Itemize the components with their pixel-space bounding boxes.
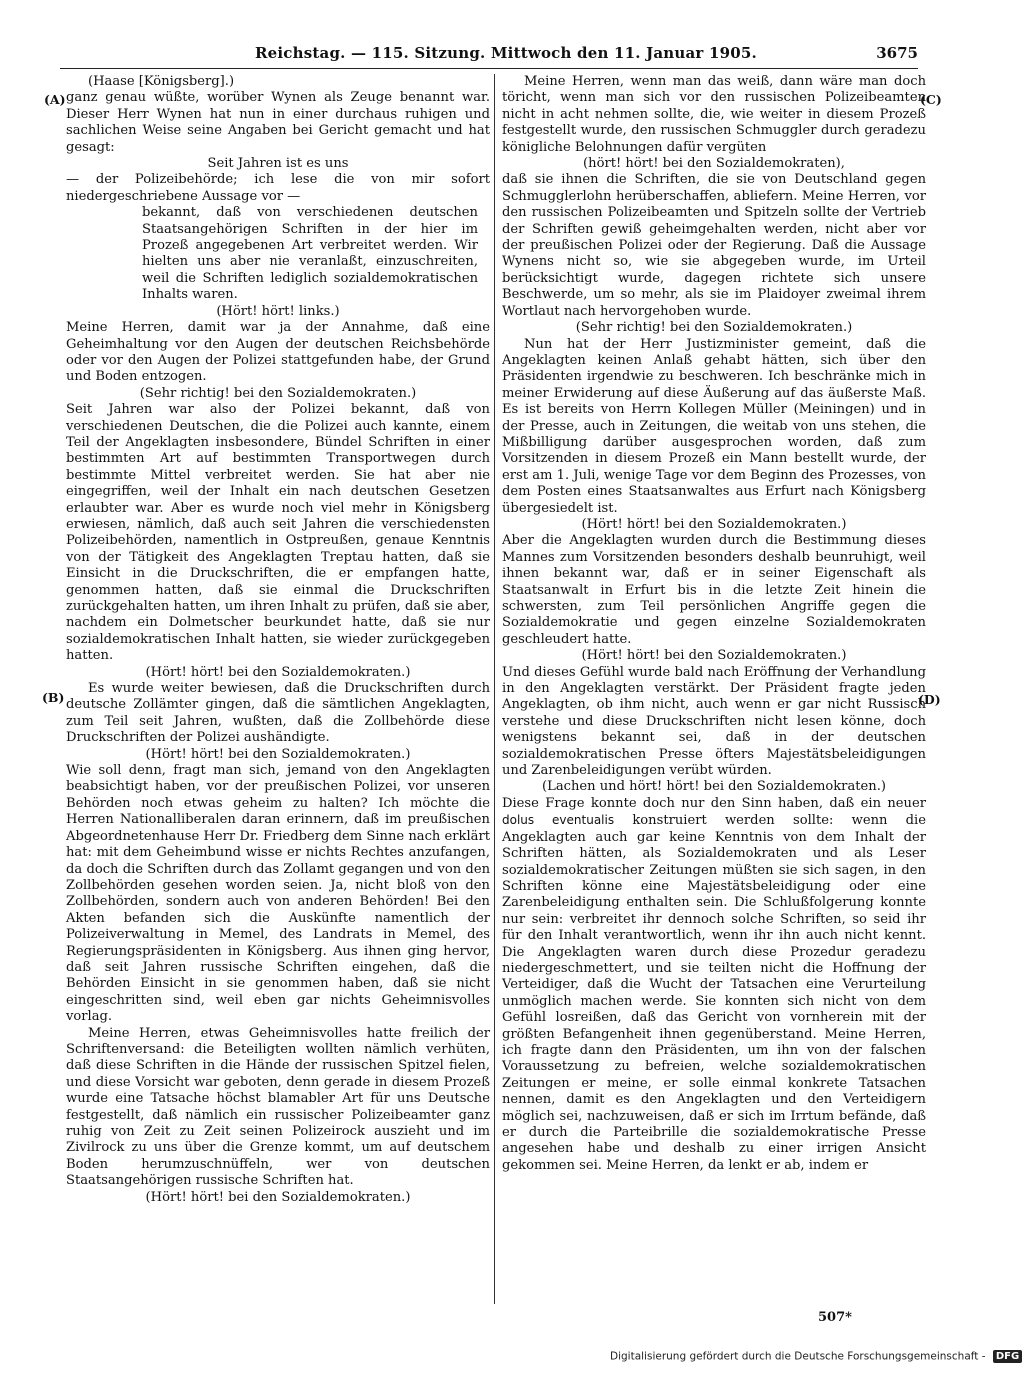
paragraph: Und dieses Gefühl wurde bald nach Eröffnung der Verhandlung in den Angeklagten verstärkt. Der Präsident fragte jeden Angeklagten, ob ihm nicht, auch wenn er gar nicht Russisch verstehe und diese Druckschriften nicht lesen könne, doch wenigstens bekannt sei, daß in der deutschen sozialdemokratischen Presse öfters Majestätsbeleidigungen und Zarenbeleidigungen verübt würden. xyxy=(502,664,926,779)
digitization-credit xyxy=(610,1350,1022,1363)
margin-marker-d: (D) xyxy=(918,692,941,707)
credit-text: Digitalisierung gefördert durch die Deutsche Forschungsgemeinschaft - xyxy=(610,1350,986,1363)
interjection: (Hört! hört! bei den Sozialdemokraten.) xyxy=(581,516,847,532)
right-column xyxy=(502,74,926,1174)
interjection: (Hört! hört! bei den Sozialdemokraten.) xyxy=(145,664,411,680)
text-run: Diese Frage konnte doch nur den Sinn haben, daß ein neuer xyxy=(502,795,926,811)
paragraph: Meine Herren, damit war ja der Annahme, daß eine Geheimhaltung vor den Augen der deutschen Reichsbehörde oder vor den Augen der Polizei stattgefunden habe, der Grund und Boden entzogen. xyxy=(66,320,490,385)
paragraph: Meine Herren, etwas Geheimnisvolles hatte freilich der Schriftenversand: die Beteiligten wollten nämlich verhüten, daß diese Schriften in die Hände der russischen Spitzel fielen, und diese Vorsicht war geboten, denn gerade in diesem Prozeß wurde eine Tatsache höchst blamabler Art für uns Deutsche festgestellt, daß nämlich ein russischer Polizeibeamter ganz ruhig von Zeit zu Zeit seinen Polizeirock auszieht und im Zivilrock zu uns über die Grenze kommt, um auf deutschem Boden herumzuschnüffeln, wer von deutschen Staatsangehörigen russische Schriften hat. xyxy=(66,1025,490,1189)
interjection: (Lachen und hört! hört! bei den Sozialdemokraten.) xyxy=(542,779,886,795)
interjection: (Hört! hört! links.) xyxy=(216,303,340,319)
margin-marker-b: (B) xyxy=(42,690,65,705)
column-divider xyxy=(494,74,495,1304)
interjection: (Hört! hört! bei den Sozialdemokraten.) xyxy=(145,746,411,762)
running-title: Reichstag. — 115. Sitzung. Mittwoch den 11. Januar 1905. xyxy=(255,44,757,62)
paragraph xyxy=(502,796,926,1174)
margin-marker-c: (C) xyxy=(920,92,942,107)
block-quote: bekannt, daß von verschiedenen deutschen Staatsangehörigen Schriften in der hier im Prozeß angegebenen Art verbreitet werden. Wir hielten uns aber nie veranlaßt, einzuschreiten, weil die Schriften lediglich sozialdemokratischen Inhalts waren. xyxy=(142,205,478,303)
interjection: (Hört! hört! bei den Sozialdemokraten.) xyxy=(581,648,847,664)
paragraph: Nun hat der Herr Justizminister gemeint, daß die Angeklagten keinen Anlaß gehabt hätten, sich über den Präsidenten irgendwie zu beschweren. Ich beschränke mich in meiner Erwiderung auf diese Äußerung auf das äußerste Maß. Es ist bereits von Herrn Kollegen Müller (Meiningen) und in der Presse, auch in Zeitungen, die weitab von uns stehen, die Mißbilligung darüber ausgesprochen worden, daß zum Vorsitzenden in diesem Prozeß ein Mann bestellt wurde, der erst am 1. Juli, wenige Tage vor dem Beginn des Prozesses, von dem Posten eines Staatsanwaltes aus Erfurt nach Königsberg übergesiedelt ist. xyxy=(502,336,926,516)
margin-marker-a: (A) xyxy=(44,92,66,107)
page-number: 3675 xyxy=(876,44,918,62)
paragraph: Meine Herren, wenn man das weiß, dann wäre man doch töricht, wenn man sich vor den russischen Polizeibeamten nicht in acht nehmen sollte, die, wie weiter in diesem Prozeß festgestellt wurde, den russischen Schmuggler durch geradezu königliche Belohnungen dafür vergüten xyxy=(502,74,926,155)
quote-line: Seit Jahren ist es uns xyxy=(207,156,349,172)
dfg-logo: DFG xyxy=(993,1350,1022,1363)
printer-signature: 507* xyxy=(818,1310,852,1325)
interjection: (Sehr richtig! bei den Sozialdemokraten.) xyxy=(139,385,417,401)
header-rule xyxy=(60,68,918,69)
left-column xyxy=(66,74,490,1206)
interjection: (hört! hört! bei den Sozialdemokraten), xyxy=(583,156,845,172)
paragraph: Seit Jahren war also der Polizei bekannt, daß von verschiedenen Deutschen, die die Polizei auch kannte, einem Teil der Angeklagten insbesondere, Bündel Schriften in einer bestimmten Art auf bestimmten Transportwegen durch bestimmte Mittel verbreitet werden. Sie hat aber nie eingegriffen, weil der Inhalt ein nach deutschen Gesetzen erlaubter war. Aber es wurde noch viel mehr in Königsberg erwiesen, nämlich, daß auch seit Jahren die verschiedensten Polizeibehörden, namentlich in Ostpreußen, genaue Kenntnis von der Tätigkeit des Angeklagten Treptau hatten, daß sie Einsicht in die Druckschriften, die er empfangen hatte, genommen hatten, daß sie einmal die Druckschriften zurückgehalten hatten, um ihren Inhalt zu prüfen, daß sie aber, nachdem ein Dolmetscher beurkundet hatte, daß sie nur sozialdemokratischen Inhalt hatten, sie wieder zurückgegeben hatten. xyxy=(66,402,490,664)
latin-term: dolus eventualis xyxy=(502,813,615,828)
paragraph: Aber die Angeklagten wurden durch die Bestimmung dieses Mannes zum Vorsitzenden besonders deshalb beunruhigt, weil ihnen bekannt war, daß er in seiner Eigenschaft als Staatsanwalt in Erfurt bis in die letzte Zeit hinein die schwersten, zum Teil persönlichen Angriffe gegen die Sozialdemokratie und gegen einzelne Sozialdemokraten geschleudert hatte. xyxy=(502,533,926,647)
interjection: (Hört! hört! bei den Sozialdemokraten.) xyxy=(145,1189,411,1205)
speaker-attribution: (Haase [Königsberg].) xyxy=(88,74,235,89)
paragraph: — der Polizeibehörde; ich lese die von mir sofort niedergeschriebene Aussage vor — xyxy=(66,172,490,204)
paragraph: Wie soll denn, fragt man sich, jemand von den Angeklagten beabsichtigt haben, vor der preußischen Polizei, vor unseren Behörden noch etwas geheim zu halten? Ich möchte die Herren Nationalliberalen daran erinnern, daß im preußischen Abgeordnetenhause Herr Dr. Friedberg dem Sinne nach erklärt hat: mit dem Geheimbund wisse er nichts Rechtes anzufangen, da doch die Schriften durch das Zollamt gegangen und von den Zollbehörden gesehen worden seien. Ja, nicht bloß von den Zollbehörden, sondern auch von anderen Behörden! Bei den Akten befanden sich die Auskünfte namentlich der Polizeiverwaltung in Memel, des Landrats in Memel, des Regierungspräsidenten in Königsberg. Aus ihnen ging hervor, daß seit Jahren russische Schriften eingehen, daß die Behörden Einsicht in sie genommen haben, daß sie nicht eingeschritten sind, weil eben gar nichts Geheimnisvolles vorlag. xyxy=(66,763,490,1025)
page-header xyxy=(60,44,918,66)
interjection: (Sehr richtig! bei den Sozialdemokraten.) xyxy=(575,320,853,336)
paragraph: daß sie ihnen die Schriften, die sie von Deutschland gegen Schmugglerlohn herüberschaffen, abliefern. Meine Herren, vor den russischen Polizeibeamten und Spitzeln sollte der Vertrieb der Schriften gewiß geheimgehalten werden, nicht aber vor der preußischen Polizei oder der Regierung. Daß die Aussage Wynens nicht so, wie sie abgegeben wurde, im Urteil berücksichtigt wurde, dagegen richtete sich unsere Beschwerde, um so mehr, als sie im Plaidoyer zweimal ihrem Wortlaut nach hervorgehoben wurde. xyxy=(502,172,926,319)
paragraph: Es wurde weiter bewiesen, daß die Druckschriften durch deutsche Zollämter gingen, daß die sämtlichen Angeklagten, zum Teil seit Jahren, wußten, daß die Zollbehörde diese Druckschriften der Polizei aushändigte. xyxy=(66,681,490,746)
text-run: konstruiert werden sollte: wenn die Angeklagten auch gar keine Kenntnis von dem Inhalt der Schriften hätten, als Sozialdemokraten und als Leser sozialdemokratischer Zeitungen müßten sie sich sagen, in den Schriften könne eine Majestätsbeleidigung oder eine Zarenbeleidigung enthalten sein. Die Schlußfolgerung konnte nur sein: verbreitet ihr dennoch solche Schriften, so seid ihr für den Inhalt verantwortlich, wenn ihr ihn auch nicht kennt. Die Angeklagten waren durch diese Prozedur geradezu niedergeschmettert, und sie teilten nicht die Hoffnung der Verteidiger, daß die Wucht der Tatsachen eine Verurteilung unmöglich machen werde. Sie konnten sich nicht von dem Gefühl losreißen, daß das Gericht von vornherein mit der größten Befangenheit ihnen gegenüberstand. Meine Herren, ich fragte dann den Präsidenten, um ihn von der falschen Voraussetzung zu befreien, welche sozialdemokratischen Zeitungen er meine, er solle einmal konkrete Tatsachen nennen, damit es den Angeklagten und den Verteidigern möglich sei, nachzuweisen, daß er sich im Irrtum befände, daß er durch die Parteibrille die sozialdemokratische Presse angesehen habe und deshalb zu einer irrigen Ansicht gekommen sei. Meine Herren, da lenkt er ab, indem er xyxy=(502,813,926,1173)
paragraph: ganz genau wüßte, worüber Wynen als Zeuge benannt war. Dieser Herr Wynen hat nun in einer durchaus ruhigen und sachlichen Weise seine Angaben bei Gericht gemacht und hat gesagt: xyxy=(66,90,490,155)
